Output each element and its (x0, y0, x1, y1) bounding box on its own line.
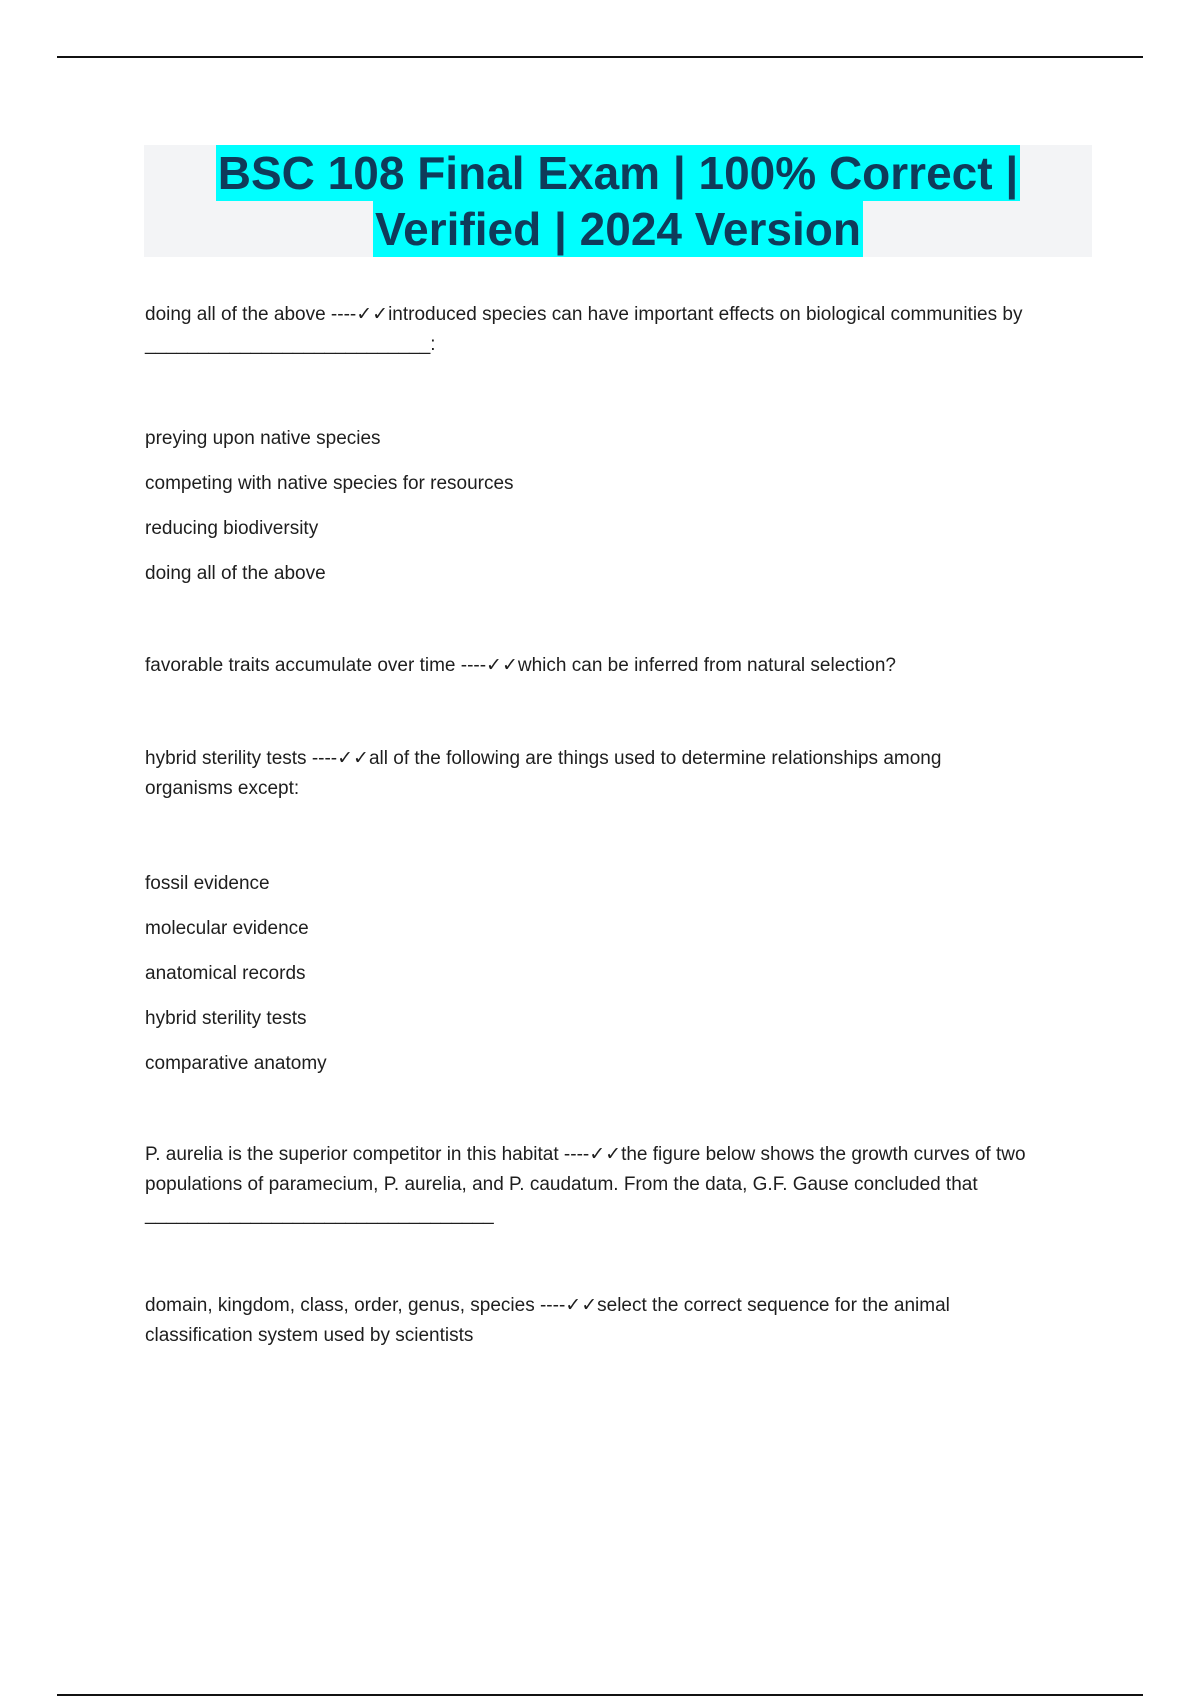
qa-item (145, 1140, 1095, 1230)
qa-item (145, 744, 1025, 804)
option-item: preying upon native species (145, 428, 381, 449)
option-item: molecular evidence (145, 918, 309, 939)
qa-item (145, 651, 1105, 681)
footer-rule (57, 1694, 1143, 1696)
title-banner (144, 145, 1092, 257)
option-item: competing with native species for resources (145, 473, 514, 494)
page-title-line-2: Verified | 2024 Version (375, 203, 861, 255)
page-title-line-1: BSC 108 Final Exam | 100% Correct | (217, 147, 1019, 199)
qa-text: doing all of the above ----✓✓introduced species can have important effects on biological communities by (145, 304, 1023, 325)
qa-text: P. aurelia is the superior competitor in this habitat ----✓✓the figure below shows the growth curves of two populations of paramecium, P. aurelia, and P. caudatum. From the data, G.F. Gause concluded that (145, 1144, 1026, 1195)
qa-text: domain, kingdom, class, order, genus, species ----✓✓select the correct sequence for the animal classification system used by scientists (145, 1295, 950, 1346)
option-item: reducing biodiversity (145, 518, 319, 539)
answer-blank: ___________________________: (145, 334, 436, 355)
option-item: doing all of the above (145, 563, 326, 584)
qa-text: hybrid sterility tests ----✓✓all of the following are things used to determine relationships among organisms except: (145, 748, 942, 799)
option-list (145, 869, 327, 1094)
option-item: anatomical records (145, 963, 306, 984)
qa-text: favorable traits accumulate over time ----✓✓which can be inferred from natural selection? (145, 655, 896, 676)
header-rule (57, 56, 1143, 58)
option-item: comparative anatomy (145, 1053, 327, 1074)
option-item: hybrid sterility tests (145, 1008, 307, 1029)
option-item: fossil evidence (145, 873, 270, 894)
answer-blank: _________________________________ (145, 1204, 494, 1225)
qa-item (145, 300, 1105, 360)
option-list (145, 424, 514, 604)
qa-item (145, 1291, 1025, 1351)
